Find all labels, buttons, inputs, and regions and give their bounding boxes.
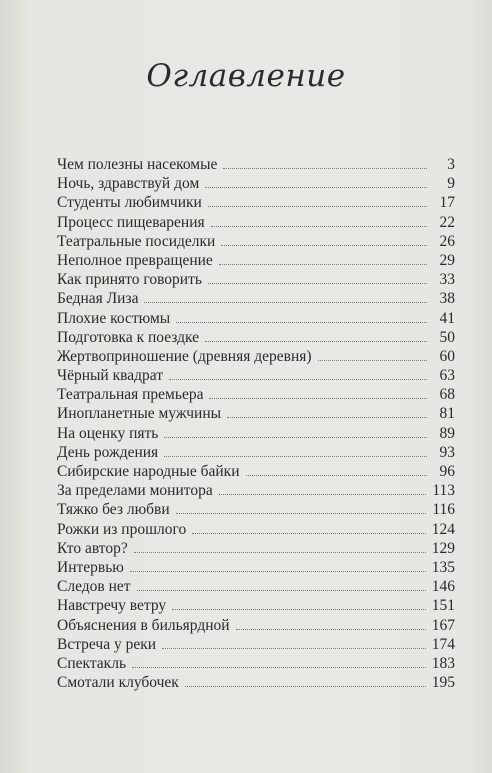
dot-leader — [176, 322, 427, 323]
toc-entry — [57, 366, 455, 385]
dot-leader — [208, 283, 427, 284]
toc-entry — [57, 424, 455, 443]
toc-entry-page-number: 89 — [439, 424, 455, 442]
toc-entry-title: Сибирские народные байки — [57, 463, 240, 480]
toc-entry-page-number: 135 — [431, 558, 455, 576]
dot-leader — [176, 513, 427, 514]
dot-leader — [162, 648, 426, 649]
toc-entry-page-number: 26 — [439, 232, 455, 250]
toc-entry — [57, 404, 455, 423]
toc-entry — [57, 213, 455, 232]
toc-entry — [57, 500, 455, 519]
dot-leader — [211, 226, 427, 227]
toc-entry-page-number: 29 — [439, 251, 455, 269]
toc-entry-title: Подготовка к поездке — [57, 328, 200, 346]
toc-entry-title: Театральная премьера — [57, 386, 204, 404]
dot-leader — [169, 379, 427, 380]
toc-entry-title: Кто автор? — [57, 539, 128, 557]
toc-entry-title: Процесс пищеварения — [57, 213, 205, 231]
toc-entry-page-number: 3 — [447, 156, 455, 173]
toc-entry-page-number: 146 — [431, 578, 455, 596]
toc-entry — [57, 232, 455, 251]
toc-entry-title: Встреча у реки — [57, 635, 157, 653]
toc-entry-page-number: 50 — [439, 328, 455, 346]
toc-entry — [57, 328, 455, 347]
toc-entry-title: Неполное превращение — [57, 251, 213, 269]
toc-entry — [57, 616, 455, 635]
toc-entry-page-number: 9 — [447, 175, 455, 193]
toc-entry-title: Бедная Лиза — [57, 290, 139, 308]
toc-entry-title: Объяснения в бильярдной — [57, 616, 230, 634]
dot-leader — [219, 264, 427, 265]
dot-leader — [209, 398, 427, 399]
toc-entry-page-number: 113 — [432, 482, 455, 500]
toc-entry-page-number: 60 — [439, 347, 455, 365]
dot-leader — [185, 686, 426, 687]
dot-leader — [172, 609, 426, 610]
toc-entry-title: Навстречу ветру — [57, 597, 167, 615]
toc-entry-page-number: 174 — [431, 635, 455, 653]
toc-entry-page-number: 81 — [439, 405, 455, 423]
toc-entry — [57, 481, 455, 500]
toc-entry — [57, 193, 455, 212]
dot-leader — [227, 417, 427, 418]
toc-entry-title: Ночь, здравствуй дом — [57, 175, 200, 193]
table-of-contents — [57, 155, 455, 692]
dot-leader — [236, 629, 426, 630]
toc-entry — [57, 462, 455, 481]
toc-entry-title: Плохие костюмы — [57, 309, 171, 327]
toc-entry — [57, 270, 455, 289]
dot-leader — [164, 456, 427, 457]
toc-entry-page-number: 116 — [432, 501, 455, 519]
dot-leader — [221, 245, 427, 246]
toc-entry — [57, 347, 455, 366]
toc-entry-title: Чёрный квадрат — [57, 367, 163, 385]
dot-leader — [208, 206, 427, 207]
toc-entry — [57, 289, 455, 308]
toc-entry-page-number: 183 — [431, 654, 455, 672]
dot-leader — [192, 533, 426, 534]
toc-entry-page-number: 167 — [431, 616, 455, 634]
toc-entry-title: Интервью — [57, 558, 124, 576]
dot-leader — [223, 168, 427, 169]
toc-entry — [57, 673, 455, 692]
toc-entry — [57, 577, 455, 596]
toc-entry — [57, 539, 455, 558]
toc-entry-page-number: 124 — [431, 520, 455, 538]
toc-entry-page-number: 22 — [439, 213, 455, 231]
toc-entry — [57, 251, 455, 270]
dot-leader — [219, 494, 427, 495]
dot-leader — [130, 571, 426, 572]
dot-leader — [205, 187, 427, 188]
toc-entry-page-number: 96 — [439, 463, 455, 480]
toc-entry-page-number: 151 — [431, 597, 455, 615]
toc-entry-title: Студенты любимчики — [57, 194, 202, 212]
toc-entry-title: Спектакль — [57, 654, 127, 672]
toc-entry-page-number: 68 — [439, 386, 455, 404]
toc-entry — [57, 520, 455, 539]
toc-entry — [57, 385, 455, 404]
toc-entry-title: За пределами монитора — [57, 482, 213, 500]
toc-entry-title: Театральные посиделки — [57, 232, 216, 250]
toc-entry-title: Рожки из прошлого — [57, 520, 187, 538]
dot-leader — [205, 341, 427, 342]
toc-entry-title: Смотали клубочек — [57, 674, 179, 692]
toc-entry-title: Чем полезны насекомые — [57, 156, 218, 173]
toc-entry-page-number: 33 — [439, 271, 455, 289]
toc-entry-title: Жертвоприношение (древняя деревня) — [57, 347, 312, 365]
toc-entry-title: День рождения — [57, 443, 159, 461]
dot-leader — [137, 590, 426, 591]
toc-entry — [57, 654, 455, 673]
toc-entry — [57, 309, 455, 328]
toc-entry-title: Тяжко без любви — [57, 501, 170, 519]
dot-leader — [318, 360, 427, 361]
dot-leader — [164, 437, 427, 438]
dot-leader — [246, 475, 428, 476]
toc-entry — [57, 443, 455, 462]
dot-leader — [134, 552, 426, 553]
toc-entry-page-number: 38 — [439, 290, 455, 308]
toc-entry-page-number: 63 — [439, 367, 455, 385]
toc-entry — [57, 635, 455, 654]
toc-entry-page-number: 17 — [439, 194, 455, 212]
toc-entry — [57, 558, 455, 577]
toc-entry — [57, 174, 455, 193]
toc-entry-page-number: 41 — [439, 309, 455, 327]
page-title: Оглавление — [146, 58, 346, 94]
dot-leader — [144, 302, 427, 303]
toc-entry-page-number: 195 — [431, 674, 455, 692]
toc-entry — [57, 155, 455, 174]
toc-entry-title: На оценку пять — [57, 424, 159, 442]
toc-entry-page-number: 129 — [431, 539, 455, 557]
toc-entry-title: Как принято говорить — [57, 271, 202, 289]
toc-entry-title: Следов нет — [57, 578, 131, 596]
toc-entry — [57, 596, 455, 615]
toc-entry-title: Инопланетные мужчины — [57, 405, 222, 423]
dot-leader — [132, 667, 426, 668]
toc-entry-page-number: 93 — [439, 443, 455, 461]
